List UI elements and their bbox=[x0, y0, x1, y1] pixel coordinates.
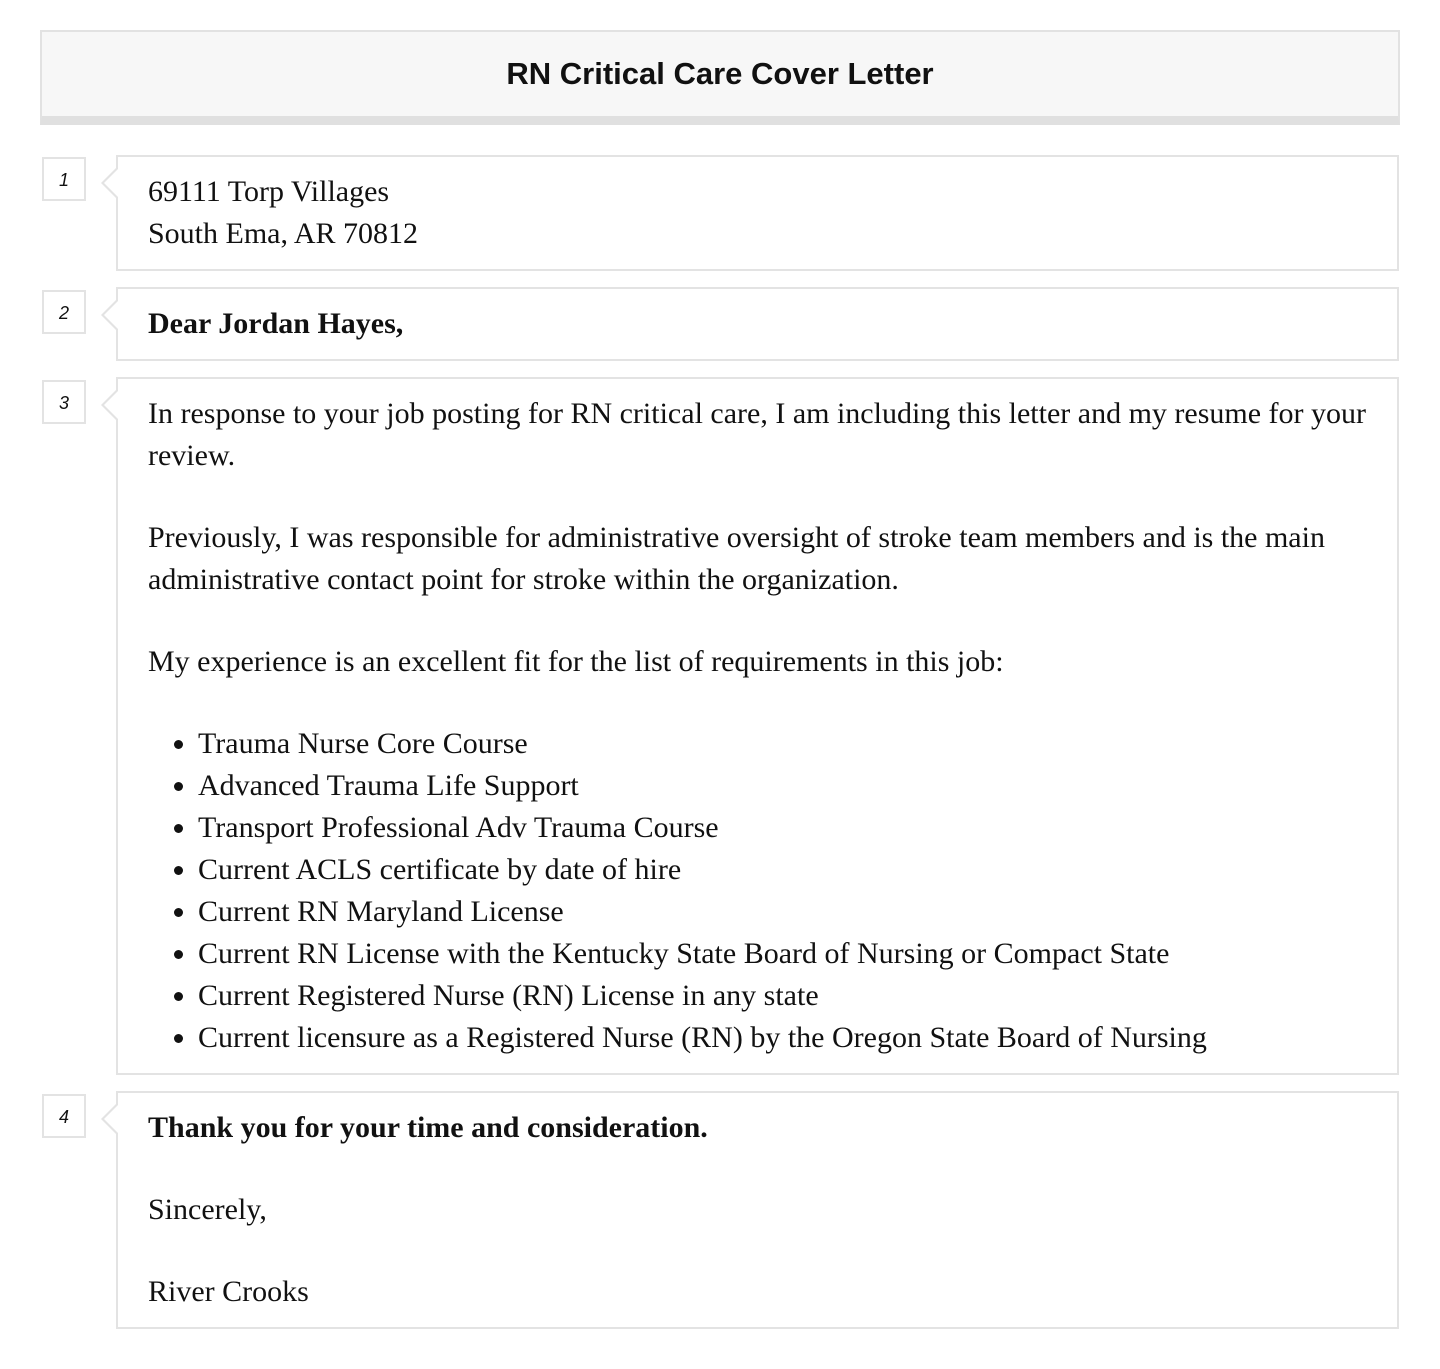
requirement-item: • Transport Professional Adv Trauma Course bbox=[198, 807, 1367, 849]
thank-you-line: Thank you for your time and consideration. bbox=[148, 1111, 708, 1144]
requirement-item: • Trauma Nurse Core Course bbox=[198, 723, 1367, 765]
body-block bbox=[116, 377, 1399, 1075]
requirement-item: • Current ACLS certificate by date of hire bbox=[198, 849, 1367, 891]
requirement-item: • Advanced Trauma Life Support bbox=[198, 765, 1367, 807]
requirement-item: • Current licensure as a Registered Nurse (RN) by the Oregon State Board of Nursing bbox=[198, 1017, 1367, 1059]
experience-paragraph: Previously, I was responsible for administrative oversight of stroke team members and is the main administrative contact point for stroke within the organization. bbox=[148, 521, 1325, 596]
closing-block bbox=[116, 1091, 1399, 1329]
section-number-2: 2 bbox=[42, 290, 86, 334]
requirement-item: • Current Registered Nurse (RN) License in any state bbox=[198, 975, 1367, 1017]
greeting: Dear Jordan Hayes, bbox=[148, 307, 404, 340]
section-number-1: 1 bbox=[42, 157, 86, 201]
letter-title-bar bbox=[40, 30, 1400, 125]
closing-salutation: Sincerely, bbox=[148, 1193, 267, 1226]
page-title: RN Critical Care Cover Letter bbox=[506, 56, 934, 91]
requirement-item: • Current RN License with the Kentucky State Board of Nursing or Compact State bbox=[198, 933, 1367, 975]
fit-statement: My experience is an excellent fit for the list of requirements in this job: bbox=[148, 645, 1004, 678]
signature-name: River Crooks bbox=[148, 1275, 309, 1308]
requirements-list bbox=[148, 723, 1367, 1059]
intro-paragraph: In response to your job posting for RN critical care, I am including this letter and my resume for your review. bbox=[148, 397, 1367, 472]
requirement-item: • Current RN Maryland License bbox=[198, 891, 1367, 933]
address-line-2: South Ema, AR 70812 bbox=[148, 217, 419, 250]
address-line-1: 69111 Torp Villages bbox=[148, 175, 390, 208]
address-block bbox=[116, 155, 1399, 271]
section-number-4: 4 bbox=[42, 1094, 86, 1138]
section-number-3: 3 bbox=[42, 380, 86, 424]
greeting-block bbox=[116, 287, 1399, 361]
